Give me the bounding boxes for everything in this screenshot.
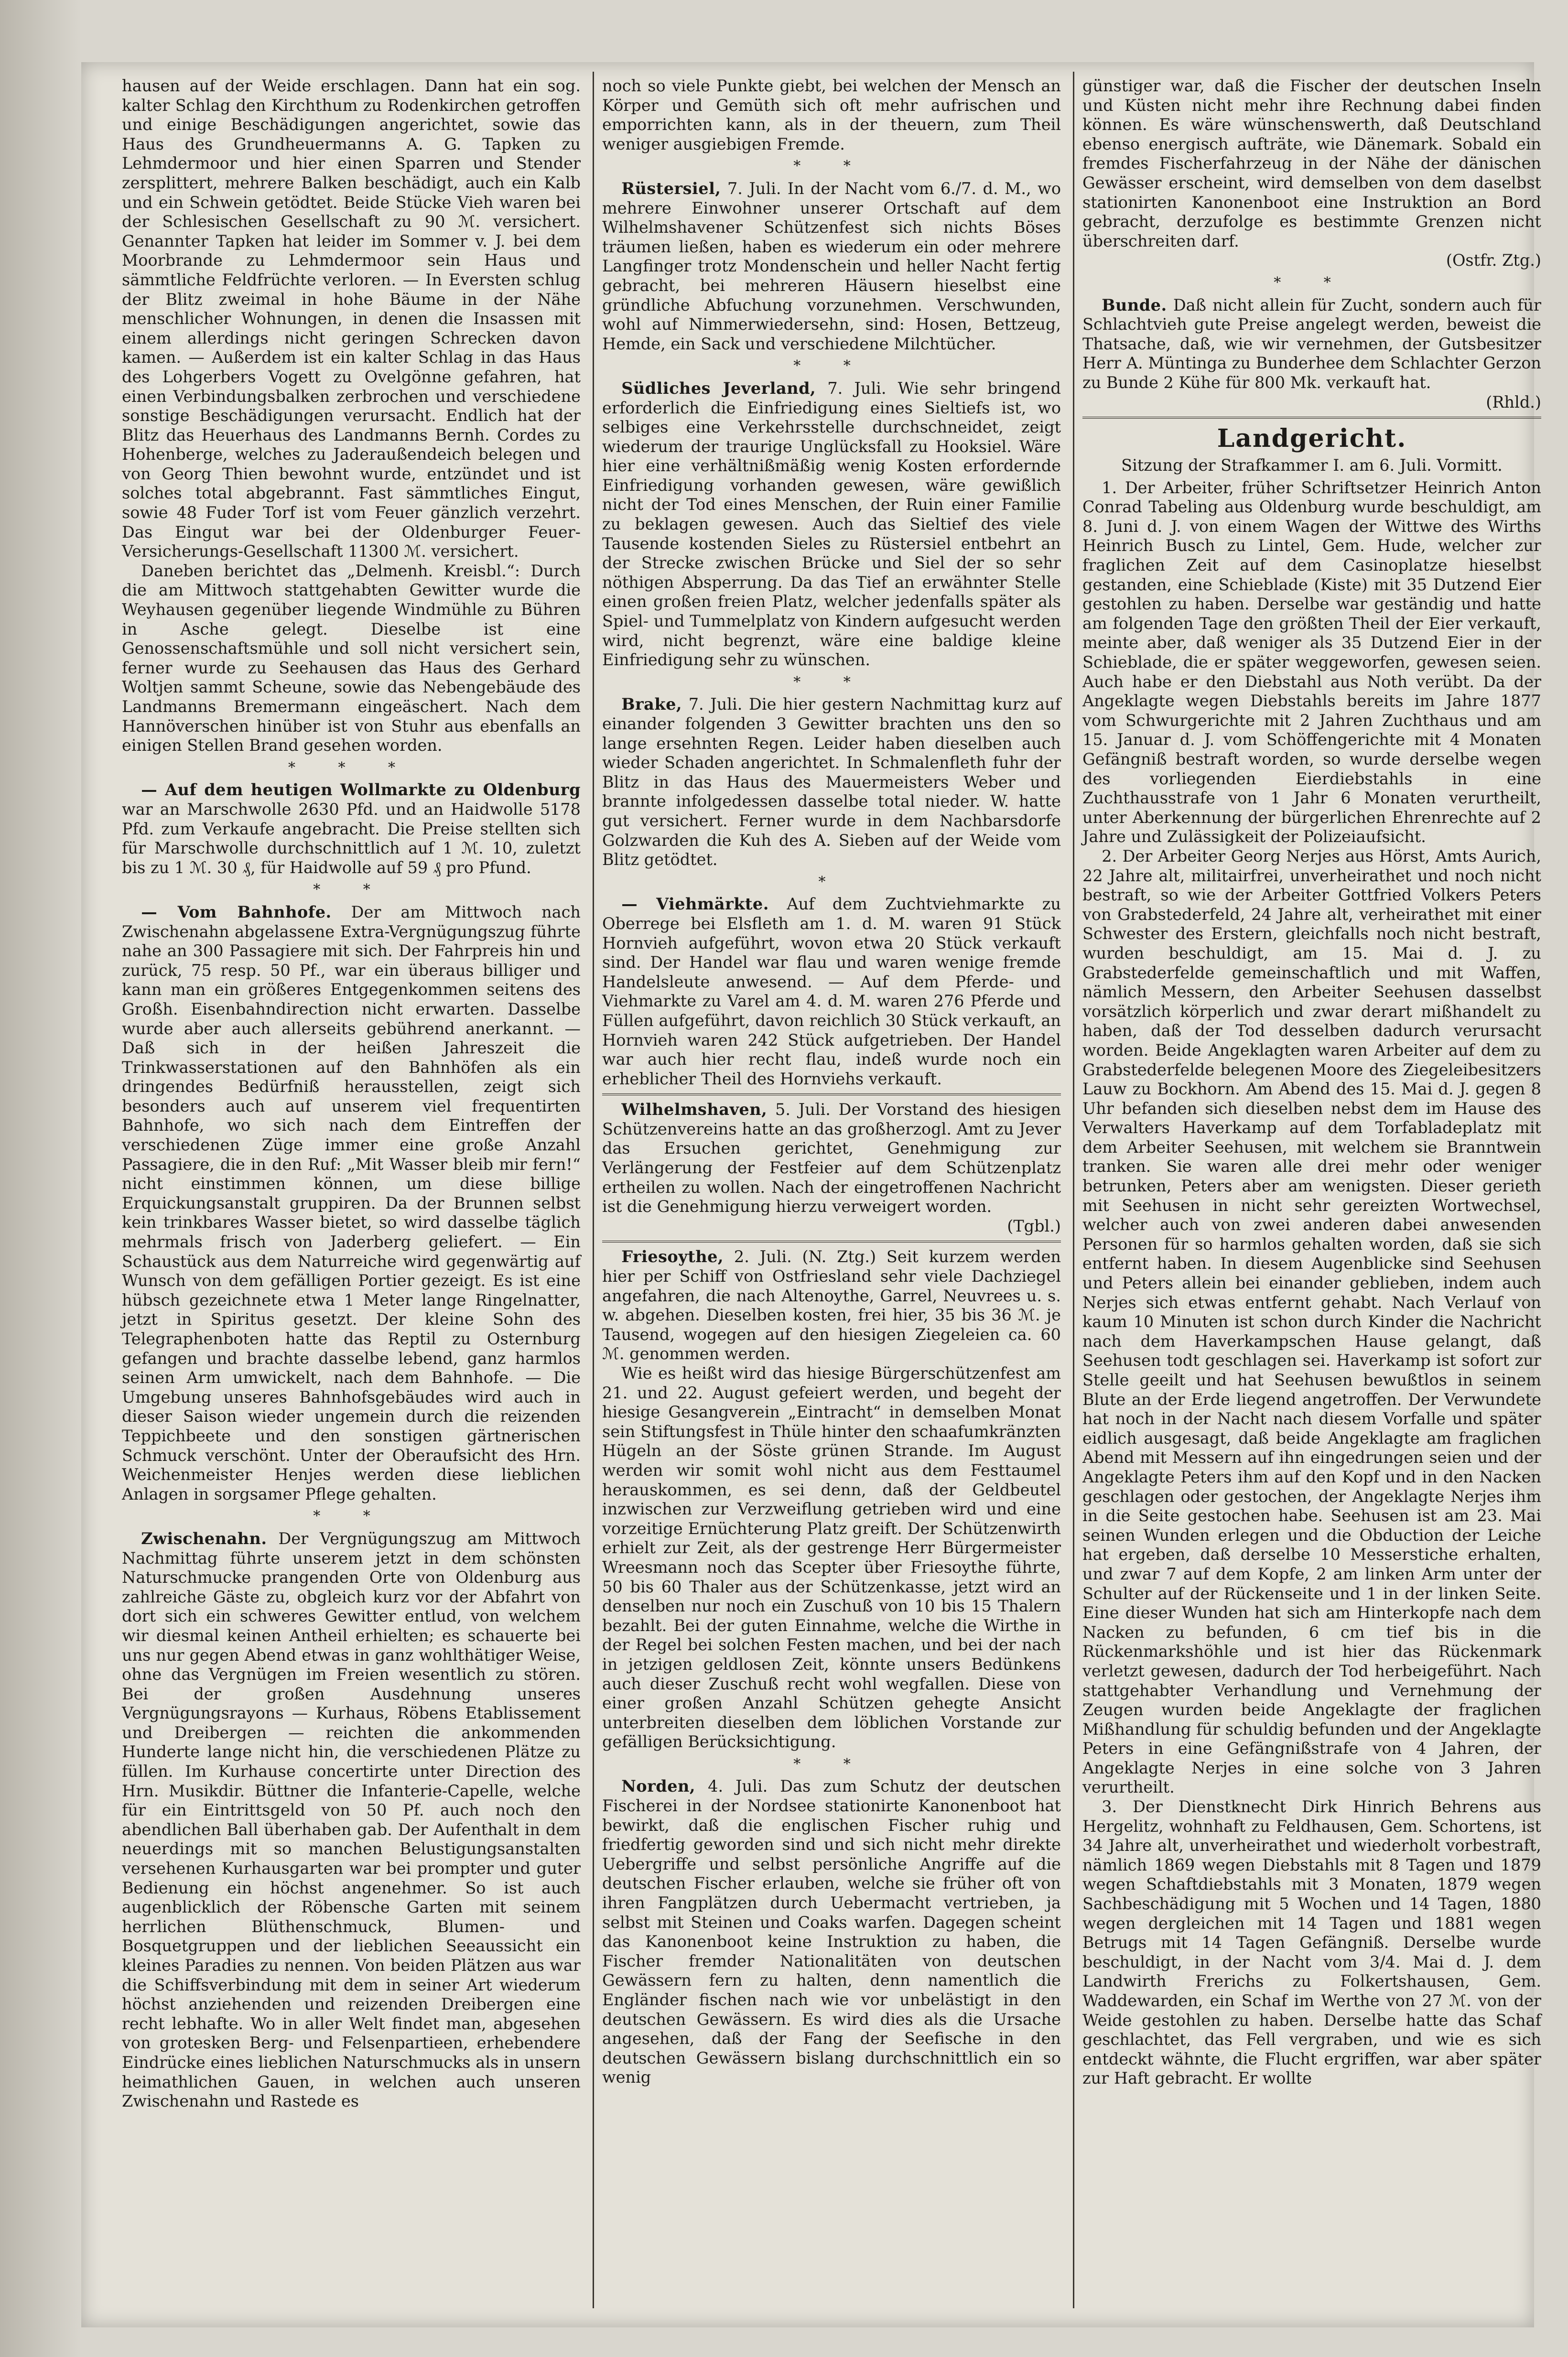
binding-edge: [0, 0, 81, 2357]
article-jeverland: [602, 379, 1061, 670]
court-case-1: 1. Der Arbeiter, früher Schriftsetzer Heinrich Anton Conrad Tabeling aus Oldenburg wurde beschuldigt, am 8. Juni d. J. von einem Wagen der Wittwe des Wirths Heinrich Busch zu Lintel, Gem. Hude, welcher zur fraglichen Zeit auf dem Casinoplatze hieselbst gestanden, eine Schiebladе (Kiste) mit 35 Dutzend Eier gestohlen zu haben. Derselbe war geständig und hatte am folgenden Tage den größten Theil der Eier verkauft, meinte aber, daß weniger als 35 Dutzend Eier in der Schieblade, die er später weggeworfen, gewesen seien. Auch habe er den Diebstahl aus Noth verübt. Da der Angeklagte wegen Diebstahls bereits im Jahre 1877 vom Schwurgerichte mit 2 Jahren Zuchthaus und am 15. Januar d. J. vom Schöffengerichte mit 4 Monaten Gefängniß bestraft worden, so wurde derselbe wegen des vorliegenden Eierdiebstahls in eine Zuchthausstrafe von 1 Jahr 6 Monaten verurtheilt, unter Aberkennung der bürgerlichen Ehrenrechte auf 2 Jahre und Zulässigkeit der Polizeiaufsicht.: [1082, 478, 1541, 846]
separator-stars: * *: [1274, 274, 1350, 291]
section-divider: [602, 1241, 1061, 1243]
article-body: Daß nicht allein für Zucht, sondern auch für Schlachtvieh gute Preise angelegt werden, beweist die Thatsache, daß, wie wir vernehmen, der Gutsbesitzer Herr A. Müntinga zu Bunderhee dem Schlachter Gerzon zu Bunde 2 Kühe für 800 Mk. verkauft hat.: [1082, 295, 1541, 392]
article-continuation: günstiger war, daß die Fischer der deutschen Inseln und Küsten nicht mehr ihre Rechnung dabei finden können. Es wäre wünschenswerth, daß Deutschland ebenso energisch aufträte, wie Dänemark. Sobald ein fremdes Fischerfahrzeug in der Nähe der dänischen Gewässer erscheint, wird demselben von dem daselbst stationirten Kanonenboot eine Instruktion an Bord gebracht, derzufolge es bestimmte Grenzen nicht überschreiten darf.: [1082, 76, 1541, 250]
article-body: Der Vergnügungszug am Mittwoch Nachmittag führte unserem jetzt in dem schönsten Naturschmucke prangenden Orte von Oldenburg aus zahlreiche Gäste zu, obgleich kurz vor der Abfahrt von dort sich ein schweres Gewitter entlud, von welchem wir diesmal keinen Antheil erhielten; es schauerte bei uns nur gegen Abend etwas in ganz wohlthätiger Weise, ohne das Vergnügen im Freien wesentlich zu stören. Bei der großen Ausdehnung unseres Vergnügungsrayons — Kurhaus, Röbens Etablissement und Dreibergen — reichten die ankommenden Hunderte lange nicht hin, die verschiedenen Plätze zu füllen. Im Kurhause concertirte unter Direction des Hrn. Musikdir. Büttner die Infanterie-Capelle, welche für ein Eintrittsgeld von 50 Pf. auch noch den abendlichen Ball überhaben gab. Der Aufenthalt in dem neuerdings mit so manchen Belustigungsanstalten versehenen Kurhausgarten war bei prompter und guter Bedienung ein höchst angenehmer. So ist auch augenblicklich der Röbensche Garten mit seinem herrlichen Blüthenschmuck, Blumen- und Bosquetgruppen und der lieblichen Seeaussicht ein kleines Paradies zu nennen. Von beiden Plätzen aus war die Schiffsverbindung mit dem in seiner Art wiederum höchst anziehenden und reizenden Dreibergen eine recht lebhafte. Wo in aller Welt findet man, abgesehen von grotesken Berg- und Felsenpartieen, erhebendere Eindrücke eines lieblichen Naturschmucks als in unsern heimathlichen Gauen, in welchen auch unseren Zwischenahn und Rastede es: [122, 1529, 581, 2111]
court-case-3: 3. Der Dienstknecht Dirk Hinrich Behrens aus Hergelitz, wohnhaft zu Feldhausen, Gem. Schortens, ist 34 Jahre alt, unverheirathet und wiederholt vorbestraft, nämlich 1869 wegen Diebstahls mit 8 Tagen und 1879 wegen Schaftdiebstahls mit 3 Monaten, 1879 wegen Sachbeschädigung mit 5 Wochen und 14 Tagen, 1880 wegen dergleichen mit 14 Tagen und 1881 wegen Betrugs mit 14 Tagen Gefängniß. Derselbe wurde beschuldigt, in der Nacht vom 3/4. Mai d. J. dem Landwirth Frerichs zu Folkertshausen, Gem. Waddewarden, ein Schaf im Werthe von 27 ℳ. von der Weide gestohlen zu haben. Derselbe hatte das Schaf geschlachtet, das Fell vergraben, und wie es sich entdeckt wähnte, die Flucht ergriffen, war aber später zur Haft gebracht. Er wollte: [1082, 1797, 1541, 2088]
separator-stars: * *: [793, 158, 870, 175]
article-heading: Friesoythe,: [621, 1247, 724, 1266]
article-wilhelmshaven: [602, 1100, 1061, 1217]
article-heading: Wilhelmshaven,: [621, 1100, 768, 1119]
article-continuation: hausen auf der Weide erschlagen. Dann hat ein sog. kalter Schlag den Kirchthum zu Rodenkirchen getroffen und einige Beschädigungen angerichtet, sowie das Haus des Grundheuermanns A. G. Tapken zu Lehmdermoor und hier einen Sparren und Stender zersplittert, mehrere Balken beschädigt, auch ein Kalb und ein Schwein getödtet. Beide Stücke Vieh waren bei der Schlesischen Gesellschaft zu 90 ℳ. versichert. Genannter Tapken hat leider im Sommer v. J. bei dem Moorbrande zu Lehmdermoor sein Haus und sämmtliche Feldfrüchte verloren. — In Eversten schlug der Blitz zweimal in hohe Bäume in der Nähe menschlicher Wohnungen, in denen die Insassen mit einem allerdings nicht geringen Schrecken davon kamen. — Außerdem ist ein kalter Schlag in das Haus des Lohgerbers Vogett zu Ovelgönne gefahren, hat einen Verbindungsbalken zerbrochen und verschiedene sonstige Beschädigungen verursacht. Endlich hat der Blitz das Heuerhaus des Landmanns Bernh. Cordes zu Hohenberge, welches zu Jaderaußendeich belegen und von Georg Thien bewohnt wurde, entzündet und ist solches total abgebrannt. Fast sämmtliches Eingut, sowie 48 Fuder Torf ist vom Feuer gänzlich verzehrt. Das Eingut war bei der Oldenburger Feuer-Versicherungs-Gesellschaft 11300 ℳ. versichert.: [122, 76, 581, 561]
article-body: 7. Juli. Die hier gestern Nachmittag kurz auf einander folgenden 3 Gewitter brachten uns den so lange ersehnten Regen. Leider haben dieselben auch wieder Schaden angerichtet. In Schmalenfleth fuhr der Blitz in das Haus des Mauermeisters Weber und brannte infolgedessen dasselbe total nieder. W. hatte gut versichert. Ferner wurde in dem Nachbarsdorfe Golzwarden die Kuh des A. Sieben auf der Weide vom Blitz getödtet.: [602, 695, 1061, 869]
session-line: Sitzung der Strafkammer I. am 6. Juli. Vormitt.: [1121, 456, 1503, 475]
column-rule: [1073, 72, 1074, 2308]
article-heading: Bunde.: [1102, 295, 1167, 314]
article-norden: [602, 1777, 1061, 2087]
article-source: (Ostfr. Ztg.): [1446, 251, 1541, 270]
section-divider: [1082, 417, 1541, 419]
separator-stars: * *: [313, 881, 389, 898]
column-1: [122, 76, 581, 2111]
article-body: 7. Juli. Wie sehr bringend erforderlich die Einfriedigung eines Sieltiefs ist, wo selbiges eine Verkehrsstelle durchschneidet, zeigt wiederum der traurige Unglücksfall zu Hooksiel. Wäre hier eine verhältnißmäßig wenig Kosten erfordernde Einfriedigung vorhanden gewesen, wäre gewißlich nicht der Tod eines Menschen, der Ruin einer Familie zu beklagen gewesen. Auch das Sieltief des viele Tausende kostenden Sieles zu Rüstersiel entbehrt an der Strecke zwischen Brücke und Siel der so sehr nöthigen Absperrung. Da das Tief an erwähnter Stelle einen großen freien Platz, welcher jedenfalls später als Spiel- und Tummelplatz von Kindern aufgesucht werden wird, nicht begrenzt, wäre eine baldige kleine Einfriedigung sehr zu wünschen.: [602, 378, 1061, 670]
article-body: 4. Juli. Das zum Schutz der deutschen Fischerei in der Nordsee stationirte Kanonenboot hat bewirkt, daß die englischen Fischer ruhig und friedfertig geworden sind und sich nicht mehr direkte Uebergriffe und selbst persönliche Angriffe auf die deutschen Fischer erlauben, welche sie früher oft von ihren Fangplätzen durch Uebermacht vertrieben, ja selbst mit Steinen und Coaks warfen. Dagegen scheint das Kanonenboot keine Instruktion zu haben, die Fischer fremder Nationalitäten von deutschen Gewässern fern zu halten, denn namentlich die Engländer fischen nach wie vor unbelästigt in den deutschen Gewässern. Es wird dies als die Ursache angesehen, daß der Fang der Seefische in den deutschen Gewässern bislang durchschnittlich ein so wenig: [602, 1777, 1061, 2087]
article-wollmarkt: [122, 780, 581, 877]
article-friesoythe-cont: Wie es heißt wird das hiesige Bürgerschützenfest am 21. und 22. August gefeiert werden, und begeht der hiesige Gesangverein „Eintracht“ in demselben Monat sein Stiftungsfest in Thüle hinter den schaafumkränzten Hügeln an der Söste grünen Strande. Im August werden wir somit wohl nicht aus dem Festtaumel herauskommen, es sei denn, daß der Geldbeutel inzwischen zur Verzweiflung getrieben wird und eine vorzeitige Ernüchterung Platz greift. Der Schützenwirth erhielt zur Zeit, als der gestrenge Herr Bürgermeister Wreesmann noch das Scepter über Friesoythe führte, 50 bis 60 Thaler aus der Schützenkasse, jetzt wird an denselben nur noch ein Zuschuß von 10 bis 15 Thalern bezahlt. Bei der guten Einnahme, welche die Wirthe in der Regel bei solchen Festen machen, und bei der nach in jetzigen geldlosen Zeit, könnte unsers Bedünkens auch dieser Zuschuß recht wohl wegfallen. Diese von einer großen Anzahl Schützen gehegte Ansicht unterbreiten dieselben dem löblichen Vorstande zur gefälligen Berücksichtigung.: [602, 1364, 1061, 1752]
article-heading: — Auf dem heutigen Wollmarkte zu Oldenburg: [141, 780, 581, 800]
article-heading: Südliches Jeverland,: [621, 378, 816, 398]
article-body: war an Marschwolle 2630 Pfd. und an Haidwolle 5178 Pfd. zum Verkaufe angebracht. Die Preise stellten sich für Marschwolle durchschnittlich auf 1 ℳ. 10, zuletzt bis zu 1 ℳ. 30 ₰, für Haidwolle auf 59 ₰ pro Pfund.: [122, 800, 581, 877]
article-body: 7. Juli. In der Nacht vom 6./7. d. M., wo mehrere Einwohner unserer Ortschaft auf dem Wilhelmshavener Schützenfest sich nichts Böses träumen ließen, haben es wiederum ein oder mehrere Langfinger trotz Mondenschein und heller Nacht fertig gebracht, bei mehreren Häusern hieselbst eine gründliche Abfuchung vorzunehmen. Verschwunden, wohl auf Nimmerwiedersehn, sind: Hosen, Bettzeug, Hemde, ein Sack und verschiedene Milchtücher.: [602, 179, 1061, 353]
article-zwischenahn: [122, 1529, 581, 2111]
article-brake: [602, 695, 1061, 869]
article-ruestersiel: [602, 179, 1061, 354]
article-friesoythe: [602, 1247, 1061, 1364]
article-body: 5. Juli. Der Vorstand des hiesigen Schützenvereins hatte an das großherzogl. Amt zu Jever das Ersuchen gerichtet, Genehmigung zur Verlängerung der Festfeier auf dem Schützenplatz ertheilen zu wollen. Nach der eingetroffenen Nachricht ist die Genehmigung hierzu verweigert worden.: [602, 1100, 1061, 1216]
column-rule: [593, 72, 594, 2308]
separator-stars: * *: [313, 1508, 389, 1525]
article-heading: Rüstersiel,: [621, 179, 721, 198]
separator-stars: * *: [793, 673, 870, 691]
article-continuation: noch so viele Punkte giebt, bei welchen der Mensch an Körper und Gemüth sich oft mehr aufrischen und emporrichten kann, als in der theuern, zum Theil weniger ausgiebigen Fremde.: [602, 76, 1061, 153]
article-body: 2. Juli. (N. Ztg.) Seit kurzem werden hier per Schiff von Ostfriesland sehr viele Dachziegel angefahren, die nach Altenoythe, Garrel, Neuvrees u. s. w. abgehen. Dieselben kosten, frei hier, 35 bis 36 ℳ. je Tausend, wogegen auf den hiesigen Ziegeleien ca. 60 ℳ. genommen werden.: [602, 1247, 1061, 1363]
article-heading: — Viehmärkte.: [621, 895, 769, 914]
separator-stars: * *: [793, 357, 870, 375]
article-body: Auf dem Zuchtviehmarkte zu Oberrege bei Elsfleth am 1. d. M. waren 91 Stück Hornvieh aufgeführt, wovon etwa 20 Stück verkauft sind. Der Handel war flau und waren wenige fremde Handelsleute anwesend. — Auf dem Pferde- und Viehmarkte zu Varel am 4. d. M. waren 276 Pferde und Füllen aufgeführt, davon reichlich 30 Stück verkauft, an Hornvieh waren 242 Stück aufgetrieben. Der Handel war auch hier recht flau, indeß wurde noch ein erheblicher Theil des Hornviehs verkauft.: [602, 895, 1061, 1088]
article-heading: Brake,: [621, 695, 682, 714]
separator-stars: *: [818, 873, 845, 890]
column-3: [1082, 76, 1541, 2088]
article-source: (Rhld.): [1486, 392, 1541, 411]
article-heading: Zwischenahn.: [141, 1529, 267, 1548]
separator-stars: * * *: [288, 759, 415, 776]
article-bahnhof: [122, 903, 581, 1504]
separator-stars: * *: [793, 1755, 870, 1773]
article-viehmaerkte: [602, 895, 1061, 1089]
article-delmenhorst: Daneben berichtet das „Delmenh. Kreisbl.“: Durch die am Mittwoch stattgehabten Gewitter wurde die Weyhausen gegenüber liegende Windmühle zu Bühren in Asche gelegt. Dieselbe ist eine Genossenschaftsmühle und soll nicht versichert sein, ferner wurde zu Seehausen das Haus des Gerhard Woltjen sammt Scheune, sowie das Nebengebäude des Landmanns Bremermann eingeäschert. Nach dem Hannöverschen hinüber ist von Stuhr aus ebenfalls an einigen Stellen Brand gesehen worden.: [122, 561, 581, 755]
court-case-2: 2. Der Arbeiter Georg Nerjes aus Hörst, Amts Aurich, 22 Jahre alt, militairfrei, unverheirathet und noch nicht bestraft, so wie der Arbeiter Gottfried Volkers Peters von Grabstederfeld, 24 Jahre alt, verheirathet mit einer Schwester des Erstern, gleichfalls noch nicht bestraft, wurden beschuldigt, am 15. Mai d. J. zu Grabstederfelde gemeinschaftlich und mit Waffen, nämlich Messern, den Arbeiter Seehusen dasselbst vorsätzlich körperlich und zwar derart mißhandelt zu haben, daß der Tod desselben dadurch verursacht worden. Beide Angeklagten waren Arbeiter auf dem zu Grabstederfelde belegenen Moore des Ziegeleibesitzers Lauw zu Bockhorn. Am Abend des 15. Mai d. J. gegen 8 Uhr befanden sich dieselben nebst dem im Hause des Verwalters Haverkamp auf dem Torfabladeplatz mit dem Arbeiter Seehusen, mit welchem sie Branntwein tranken. Sie waren alle drei mehr oder weniger betrunken, Peters aber am wenigsten. Dieser gerieth mit Seehusen in nicht sehr gereizten Wortwechsel, welcher auch von zwei anderen dabei anwesenden Personen für so harmlos gehalten worden, daß sie sich entfernt haben. In diesem Augenblicke sind Seehusen und Peters allein bei einander geblieben, indem auch Nerjes sich etwas entfernt gehabt. Nach Verlauf von kaum 10 Minuten ist schon durch Kinder die Nachricht nach dem Haverkampschen Hause gelangt, daß Seehusen todt geschlagen sei. Haverkamp ist sofort zur Stelle geeilt und hat Seehusen bewußtlos in seinem Blute an der Erde liegend angetroffen. Der Verwundete hat noch in der Nacht nach diesem Vorfalle und später eidlich ausgesagt, daß beide Angeklagte am fraglichen Abend mit Messern auf ihn eingedrungen seien und der Angeklagte Peters ihm auf den Kopf und in den Nacken geschlagen oder gestochen, der Angeklagte Nerjes ihm in die Seite gestochen habe. Seehusen ist am 23. Mai seinen Wunden erlegen und die Obduction der Leiche hat ergeben, daß derselbe 10 Messerstiche erhalten, und zwar 7 auf dem Kopfe, 2 am linken Arm unter der Schulter auf der Rückenseite und 1 in der linken Seite. Eine dieser Wunden hat sich am Hinterkopfe nach dem Nacken zu befunden, 6 cm tief bis in die Rückenmarkshöhle und ist hier das Rückenmark verletzt gewesen, dadurch der Tod herbeigeführt. Nach stattgehabter Verhandlung und Vernehmung der Zeugen wurden beide Angeklagte der fraglichen Mißhandlung für schuldig befunden und der Angeklagte Peters in eine Gefängnißstrafe von 4 Jahren, der Angeklagte Nerjes in eine solche von 3 Jahren verurtheilt.: [1082, 846, 1541, 1797]
newspaper-page: [81, 62, 1541, 2327]
section-title: Landgericht.: [1217, 424, 1407, 454]
article-source: (Tgbl.): [1007, 1216, 1061, 1235]
article-body: Der am Mittwoch nach Zwischenahn abgelassene Extra-Vergnügungszug führte nahe an 300 Passagiere mit sich. Der Fahrpreis hin und zurück, 75 resp. 50 Pf., war ein überaus billiger und kann man ein größeres Entgegenkommen seitens des Großh. Eisenbahndirection nicht erwarten. Dasselbe wurde aber auch allerseits gebührend anerkannt. — Daß sich in der heißen Jahreszeit die Trinkwasserstationen auf den Bahnhöfen als ein dringendes Bedürfniß herausstellen, zeigt sich besonders auch auf unserem viel frequentirten Bahnhofe, wo sich nach dem Eintreffen der verschiedenen Züge immer eine große Anzahl Passagiere, die in den Ruf: „Mit Wasser bleib mir fern!“ nicht einstimmen können, um diese billige Erquickungsanstalt gruppiren. Da der Brunnen selbst kein trinkbares Wasser bietet, so wird dasselbe täglich mehrmals frisch von Jaderberg geliefert. — Ein Schaustück aus dem Naturreiche wird gegenwärtig auf Wunsch von dem gefälligen Portier gezeigt. Es ist eine hübsch gezeichnete etwa 1 Meter lange Ringelnatter, jetzt in Spiritus gesetzt. Der kleine Sohn des Telegraphenboten hatte das Reptil zu Osternburg gefangen und brachte dasselbe lebend, ganz harmlos seinen Arm umwickelt, nach dem Bahnhofe. — Die Umgebung unseres Bahnhofsgebäudes wird auch in dieser Saison wieder ungemein durch die reizenden Teppichbeete und den sonstigen gärtnerischen Schmuck verschönt. Unter der Oberaufsicht des Hrn. Weichenmeister Henjes werden diese lieblichen Anlagen in sorgsamer Pflege gehalten.: [122, 902, 581, 1503]
article-bunde: [1082, 296, 1541, 393]
article-heading: — Vom Bahnhofe.: [141, 902, 332, 921]
section-divider: [602, 1093, 1061, 1095]
column-2: [602, 76, 1061, 2087]
article-heading: Norden,: [621, 1777, 696, 1796]
